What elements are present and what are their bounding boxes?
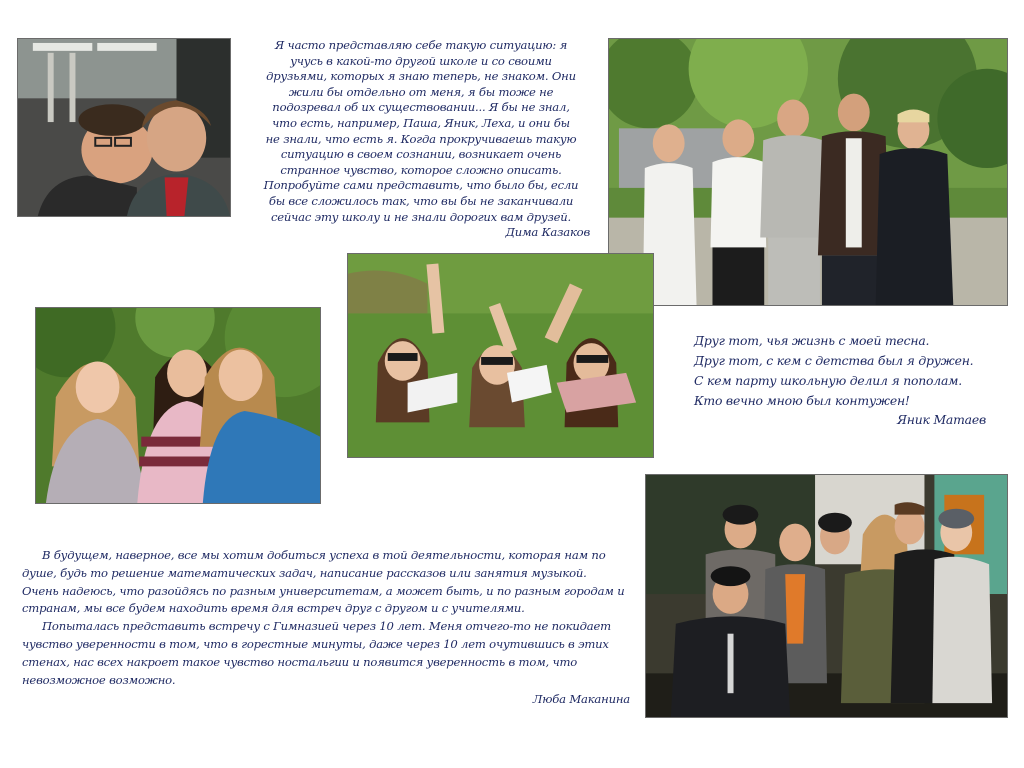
essay-top-line: сейчас эту школу и не знали дорогих вам друзей. [270,209,572,224]
essay-bottom-line: В будущем, наверное, все мы хотим добиться успеха в той деятельности, которая нам по [42,548,606,562]
essay-bottom-line: Попыталась представить встречу с Гимназией через 10 лет. Меня отчего-то не покидает [42,619,611,634]
essay-bottom-line: невозможное возможно. [22,672,176,687]
photo-three-girls-lying [347,253,654,458]
essay-bottom-line: Очень надеюсь, что разойдясь по разным университетам, а может быть, и по разным городам и [22,583,625,598]
photo-three-girls-hugging [35,307,321,504]
essay-top-line: учусь в какой-то другой школе и со своими [290,53,552,68]
essay-bottom-line: стенах, нас всех накроет такое чувство ностальгии и появится уверенность в том, что [22,654,578,669]
photo-five-boys [608,38,1008,306]
essay-top-line: жили бы отдельно от меня, я бы тоже не [288,84,554,99]
poem-line: Друг тот, с кем с детства был я дружен. [694,353,974,368]
essay-bottom-author: Люба Маканина [532,692,630,707]
essay-bottom-line: чувство уверенности в том, что в горестные минуты, даже через 10 лет очутившись в этих [22,636,609,651]
poem-author: Яник Матаев [896,412,986,427]
essay-top-line: Я часто представляю себе такую ситуацию: я [274,38,568,52]
essay-top-line: не знали, что есть я. Когда прокручиваешь такую [265,131,577,146]
photo-metro-two-friends [17,38,231,217]
essay-bottom-line: душе, будь то решение математических задач, написание рассказов или занятия музыкой. [22,565,587,580]
essay-top-line: Попробуйте сами представить, что было бы, если [263,178,579,193]
essay-top-line: ситуацию в своем сознании, возникает очень [280,147,562,162]
essay-top [252,38,590,241]
essay-top-author: Дима Казаков [505,225,590,240]
essay-top-line: друзьями, которых я знаю теперь, не знаком. Они [266,69,576,84]
essay-top-line: бы все сложилось так, что вы бы не заканчивали [268,193,574,208]
poem-line: Друг тот, чья жизнь с моей тесна. [694,333,930,348]
essay-top-line: подозревал об их существовании... Я бы не знал, [272,100,570,115]
poem-line: С кем парту школьную делил я пополам. [694,373,962,388]
essay-bottom-line: странам, мы все будем находить время для встреч друг с другом и с учителями. [22,601,525,616]
poem [694,331,986,430]
poem-line: Кто вечно мною был контужен! [694,393,910,408]
photo-winter-group [645,474,1008,718]
essay-top-line: странное чувство, которое сложно описать. [280,162,562,177]
essay-bottom [22,547,630,709]
essay-top-line: что есть, например, Паша, Яник, Леха, и они бы [272,115,570,130]
